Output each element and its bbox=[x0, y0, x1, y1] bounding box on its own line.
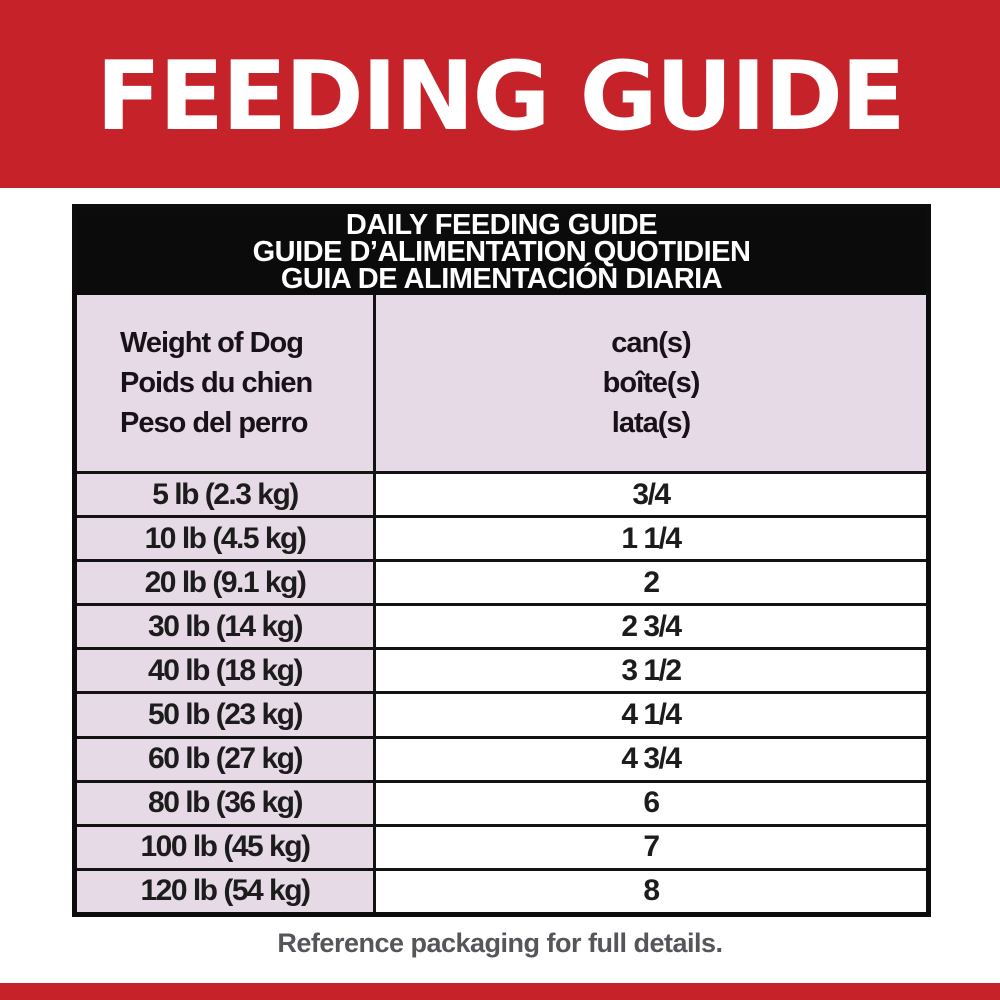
cans-cell: 3/4 bbox=[376, 474, 926, 515]
weight-header-english: Weight of Dog bbox=[120, 327, 303, 359]
table-row bbox=[77, 780, 926, 824]
weight-cell: 80 lb (36 kg) bbox=[77, 783, 376, 824]
cans-cell: 4 1/4 bbox=[376, 694, 926, 735]
weight-cell: 50 lb (23 kg) bbox=[77, 694, 376, 735]
table-body bbox=[77, 471, 926, 912]
cans-cell: 4 3/4 bbox=[376, 739, 926, 780]
cans-column-header bbox=[376, 295, 926, 471]
table-row bbox=[77, 515, 926, 559]
weight-cell: 40 lb (18 kg) bbox=[77, 650, 376, 691]
cans-cell: 2 3/4 bbox=[376, 606, 926, 647]
table-row bbox=[77, 691, 926, 735]
cans-cell: 3 1/2 bbox=[376, 650, 926, 691]
table-row bbox=[77, 471, 926, 515]
cans-cell: 1 1/4 bbox=[376, 518, 926, 559]
footer-note: Reference packaging for full details. bbox=[277, 928, 723, 958]
cans-header-french: boîte(s) bbox=[602, 367, 700, 399]
weight-cell: 10 lb (4.5 kg) bbox=[77, 518, 376, 559]
cans-cell: 8 bbox=[376, 871, 926, 912]
column-header-row bbox=[77, 295, 926, 471]
daily-feeding-table bbox=[72, 204, 931, 917]
banner-title: FEEDING GUIDE bbox=[96, 42, 904, 152]
table-row bbox=[77, 868, 926, 912]
table-row bbox=[77, 559, 926, 603]
table-row bbox=[77, 824, 926, 868]
table-row bbox=[77, 603, 926, 647]
weight-cell: 120 lb (54 kg) bbox=[77, 871, 376, 912]
feeding-guide-banner bbox=[0, 0, 1000, 188]
cans-cell: 6 bbox=[376, 783, 926, 824]
cans-cell: 2 bbox=[376, 562, 926, 603]
cans-cell: 7 bbox=[376, 827, 926, 868]
weight-header-french: Poids du chien bbox=[120, 367, 313, 399]
weight-column-header bbox=[77, 295, 376, 471]
weight-cell: 30 lb (14 kg) bbox=[77, 606, 376, 647]
table-row bbox=[77, 647, 926, 691]
table-title-english: DAILY FEEDING GUIDE bbox=[345, 208, 658, 241]
bottom-red-strip bbox=[0, 983, 1000, 1000]
table-title-band bbox=[77, 209, 926, 295]
cans-header-spanish: lata(s) bbox=[611, 407, 691, 439]
weight-cell: 100 lb (45 kg) bbox=[77, 827, 376, 868]
weight-header-spanish: Peso del perro bbox=[120, 407, 308, 439]
cans-header-english: can(s) bbox=[611, 327, 691, 359]
weight-cell: 60 lb (27 kg) bbox=[77, 739, 376, 780]
table-title-spanish: GUIA DE ALIMENTACIÓN DIARIA bbox=[280, 262, 723, 295]
table-row bbox=[77, 736, 926, 780]
weight-cell: 20 lb (9.1 kg) bbox=[77, 562, 376, 603]
weight-cell: 5 lb (2.3 kg) bbox=[77, 474, 376, 515]
table-title-french: GUIDE D’ALIMENTATION QUOTIDIEN bbox=[252, 235, 751, 268]
